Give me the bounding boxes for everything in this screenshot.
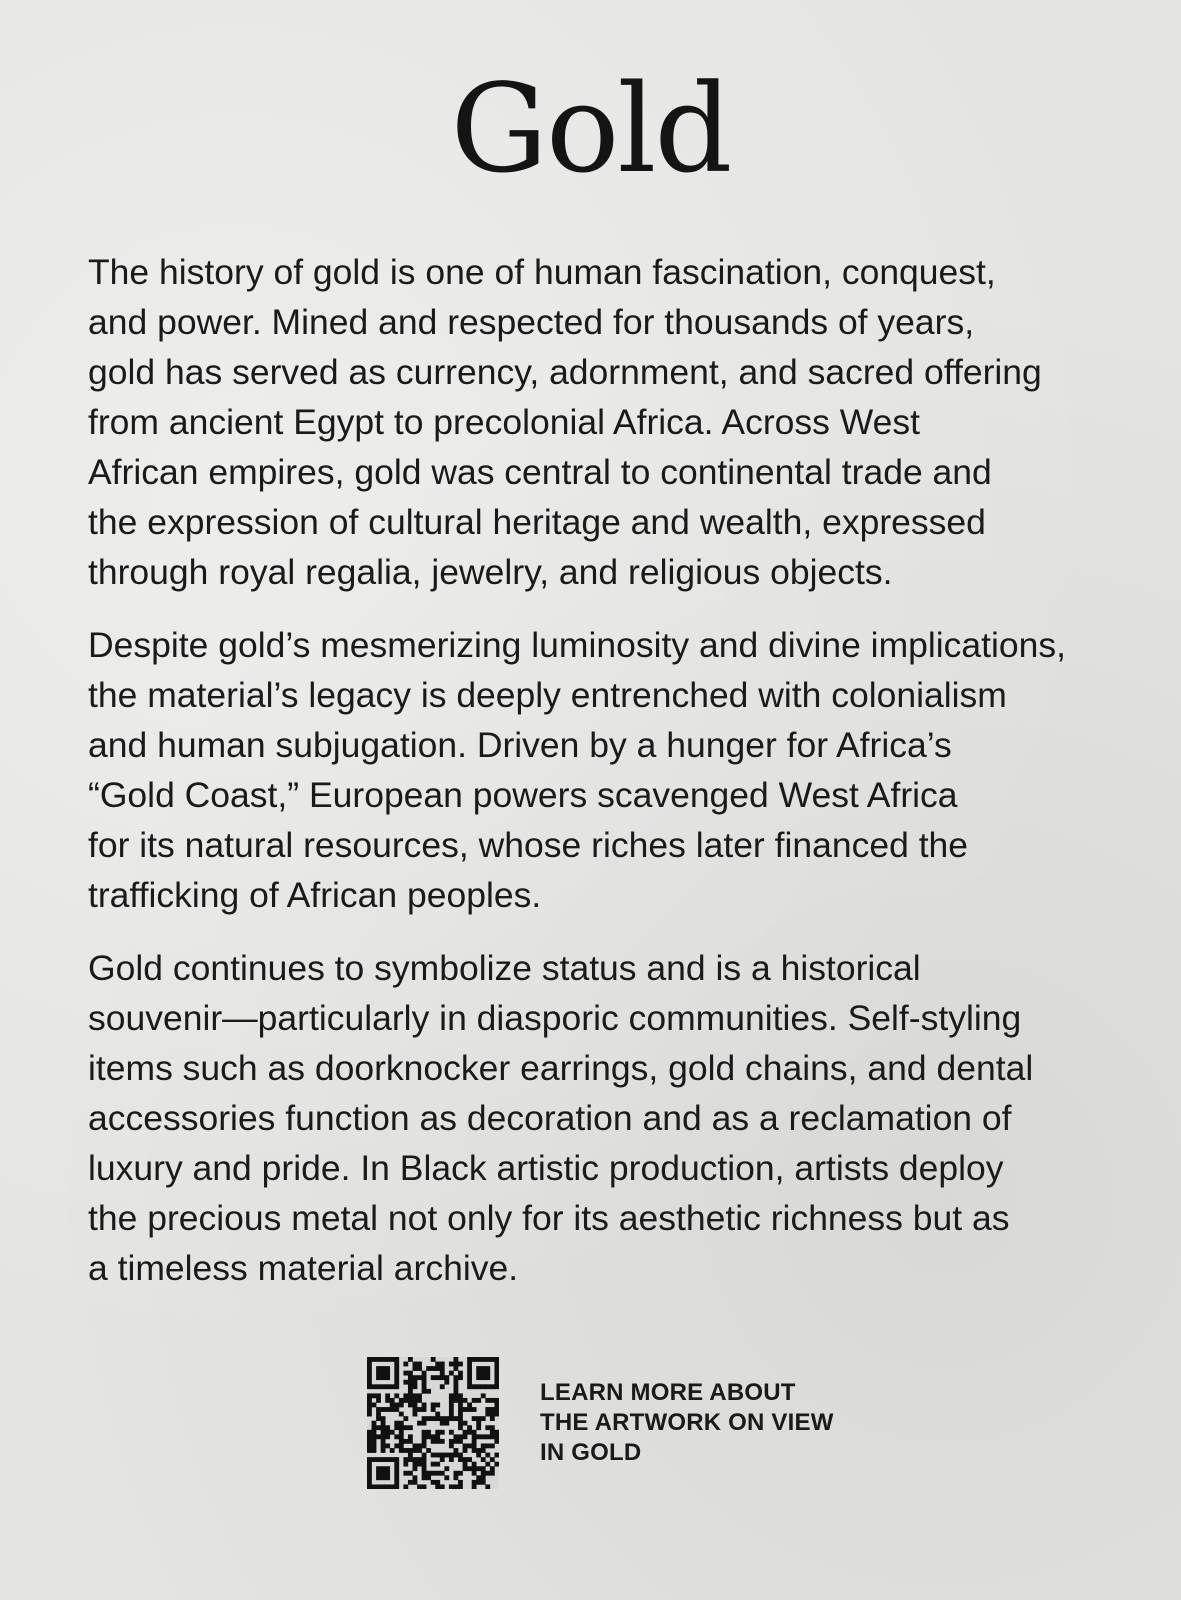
qr-code-icon[interactable] <box>367 1357 499 1489</box>
text-line: and power. Mined and respected for thousands of years, <box>88 302 975 342</box>
text-line: luxury and pride. In Black artistic production, artists deploy <box>88 1148 1004 1188</box>
paragraph-1 <box>88 247 1042 597</box>
paragraph-3 <box>88 943 1033 1293</box>
text-line: Despite gold’s mesmerizing luminosity and divine implications, <box>88 625 1067 665</box>
text-line: and human subjugation. Driven by a hunger for Africa’s <box>88 725 952 765</box>
text-line: items such as doorknocker earrings, gold chains, and dental <box>88 1048 1034 1088</box>
learn-more-caption <box>540 1378 834 1468</box>
text-line: accessories function as decoration and as a reclamation of <box>88 1098 1012 1138</box>
cta-line: THE ARTWORK ON VIEW <box>540 1409 834 1436</box>
text-line: The history of gold is one of human fascination, conquest, <box>88 252 996 292</box>
text-line: trafficking of African peoples. <box>88 875 542 915</box>
text-line: Gold continues to symbolize status and is a historical <box>88 948 921 988</box>
text-line: souvenir—particularly in diasporic communities. Self-styling <box>88 998 1022 1038</box>
qr-code-graphic <box>367 1357 499 1489</box>
text-line: the expression of cultural heritage and wealth, expressed <box>88 502 986 542</box>
text-line: the precious metal not only for its aesthetic richness but as <box>88 1198 1010 1238</box>
text-line: gold has served as currency, adornment, and sacred offering <box>88 352 1042 392</box>
text-line: a timeless material archive. <box>88 1248 519 1288</box>
text-line: African empires, gold was central to continental trade and <box>88 452 992 492</box>
text-line: through royal regalia, jewelry, and religious objects. <box>88 552 893 592</box>
cta-line: IN GOLD <box>540 1439 642 1466</box>
text-line: from ancient Egypt to precolonial Africa. Across West <box>88 402 920 442</box>
page-title: Gold <box>450 58 731 200</box>
text-line: for its natural resources, whose riches later financed the <box>88 825 969 865</box>
text-line: the material’s legacy is deeply entrenched with colonialism <box>88 675 1007 715</box>
paragraph-2 <box>88 620 1066 920</box>
cta-line: LEARN MORE ABOUT <box>540 1379 796 1406</box>
text-line: “Gold Coast,” European powers scavenged West Africa <box>88 775 958 815</box>
